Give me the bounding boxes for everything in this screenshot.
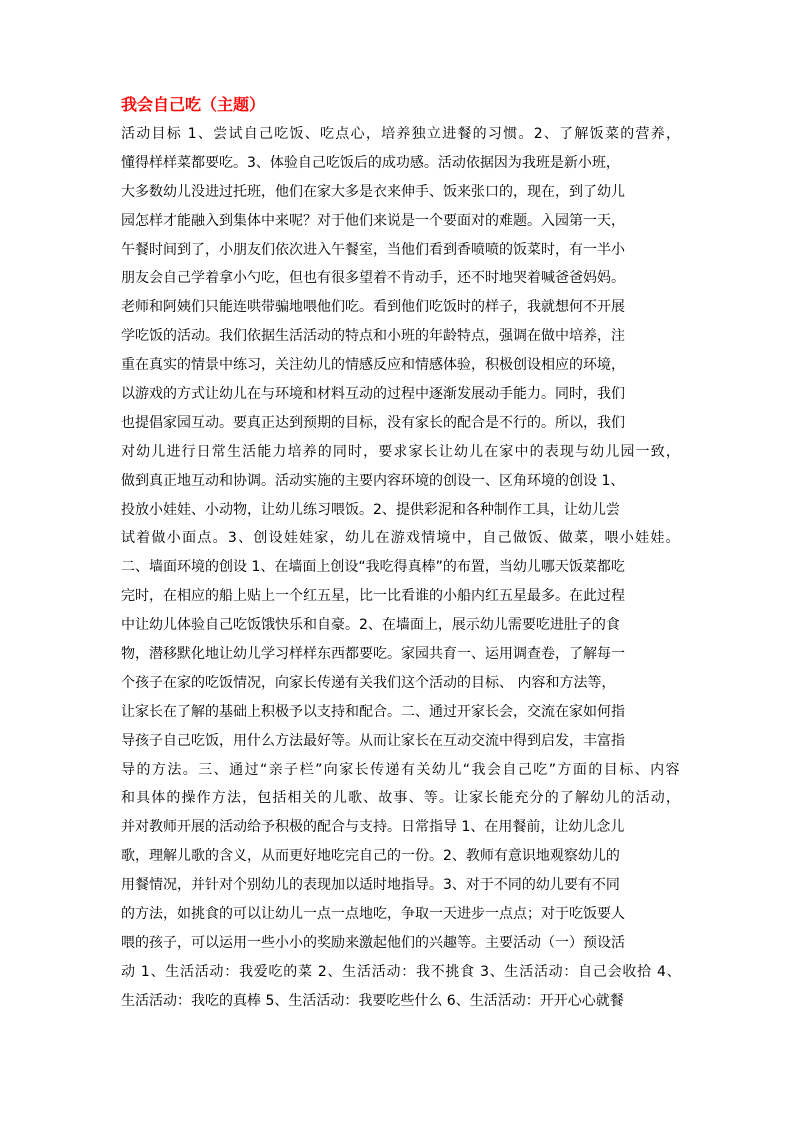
body-line: 对幼儿进行日常生活能力培养的同时，要求家长让幼儿在家中的表现与幼儿园一致， <box>121 443 681 460</box>
document-title: 我会自己吃（主题） <box>121 95 266 114</box>
body-line: 完时，在相应的船上贴上一个红五星，比一比看谁的小船内红五星最多。在此过程 <box>121 588 625 605</box>
body-line: 让家长在了解的基础上积极予以支持和配合。二、通过开家长会，交流在家如何指 <box>121 703 625 720</box>
body-line: 并对教师开展的活动给予积极的配合与支持。日常指导 1、在用餐前，让幼儿念儿 <box>121 819 625 836</box>
body-line: 中让幼儿体验自己吃饭饿快乐和自豪。2、在墙面上，展示幼儿需要吃进肚子的食 <box>121 617 620 634</box>
body-line: 朋友会自己学着拿小勺吃，但也有很多望着不肯动手，还不时地哭着喊爸爸妈妈。 <box>121 270 625 287</box>
body-line: 大多数幼儿没进过托班，他们在家大多是衣来伸手、饭来张口的，现在，到了幼儿 <box>121 183 625 200</box>
body-line: 喂的孩子，可以运用一些小小的奖励来激起他们的兴趣等。主要活动（一）预设活 <box>121 934 625 951</box>
body-line: 懂得样样菜都要吃。3、体验自己吃饭后的成功感。活动依据因为我班是新小班， <box>121 154 620 171</box>
body-line: 物，潜移默化地让幼儿学习样样东西都要吃。家园共育一、运用调查卷，了解每一 <box>121 646 625 663</box>
body-line: 导的方法。三、通过“亲子栏”向家长传递有关幼儿“我会自己吃”方面的目标、内容 <box>121 761 681 778</box>
body-line: 学吃饭的活动。我们依据生活活动的特点和小班的年龄特点，强调在做中培养，注 <box>121 328 625 345</box>
document-body <box>121 120 681 1016</box>
body-line: 以游戏的方式让幼儿在与环境和材料互动的过程中逐渐发展动手能力。同时，我们 <box>121 386 625 403</box>
body-line: 也提倡家园互动。要真正达到预期的目标，没有家长的配合是不行的。所以，我们 <box>121 414 625 431</box>
body-line: 重在真实的情景中练习，关注幼儿的情感反应和情感体验，积极创设相应的环境， <box>121 357 625 374</box>
body-line: 午餐时间到了，小朋友们依次进入午餐室，当他们看到香喷喷的饭菜时，有一半小 <box>121 241 625 258</box>
body-line: 二、墙面环境的创设 1、在墙面上创设“我吃得真棒”的布置，当幼儿哪天饭菜都吃 <box>121 559 625 576</box>
body-line: 生活活动：我吃的真棒 5、生活活动：我要吃些什么 6、生活活动：开开心心就餐 <box>121 992 624 1009</box>
body-line: 个孩子在家的吃饭情况，向家长传递有关我们这个活动的目标、 内容和方法等， <box>121 674 616 691</box>
body-line: 投放小娃娃、小动物，让幼儿练习喂饭。2、提供彩泥和各种制作工具，让幼儿尝 <box>121 501 620 518</box>
body-line: 的方法，如挑食的可以让幼儿一点一点地吃，争取一天进步一点点；对于吃饭要人 <box>121 906 625 923</box>
body-line: 歌，理解儿歌的含义，从而更好地吃完自己的一份。2、教师有意识地观察幼儿的 <box>121 848 620 865</box>
body-line: 和具体的操作方法，包括相关的儿歌、故事、等。让家长能充分的了解幼儿的活动， <box>121 790 681 807</box>
body-line: 做到真正地互动和协调。活动实施的主要内容环境的创设一、区角环境的创设 1、 <box>121 472 625 489</box>
body-line: 园怎样才能融入到集体中来呢？对于他们来说是一个要面对的难题。入园第一天， <box>121 212 625 229</box>
body-line: 老师和阿姨们只能连哄带骗地喂他们吃。看到他们吃饭时的样子，我就想何不开展 <box>121 299 625 316</box>
body-line: 导孩子自己吃饭，用什么方法最好等。从而让家长在互动交流中得到启发，丰富指 <box>121 732 625 749</box>
body-line: 动 1、生活活动：我爱吃的菜 2、生活活动：我不挑食 3、生活活动：自己会收拾 4、 <box>121 963 681 980</box>
body-line: 用餐情况，并针对个别幼儿的表现加以适时地指导。3、对于不同的幼儿要有不同 <box>121 877 620 894</box>
body-line: 活动目标 1、尝试自己吃饭、吃点心，培养独立进餐的习惯。2、了解饭菜的营养， <box>121 126 681 142</box>
body-line: 试着做小面点。3、创设娃娃家，幼儿在游戏情境中，自己做饭、做菜，喂小娃娃。 <box>121 530 681 547</box>
